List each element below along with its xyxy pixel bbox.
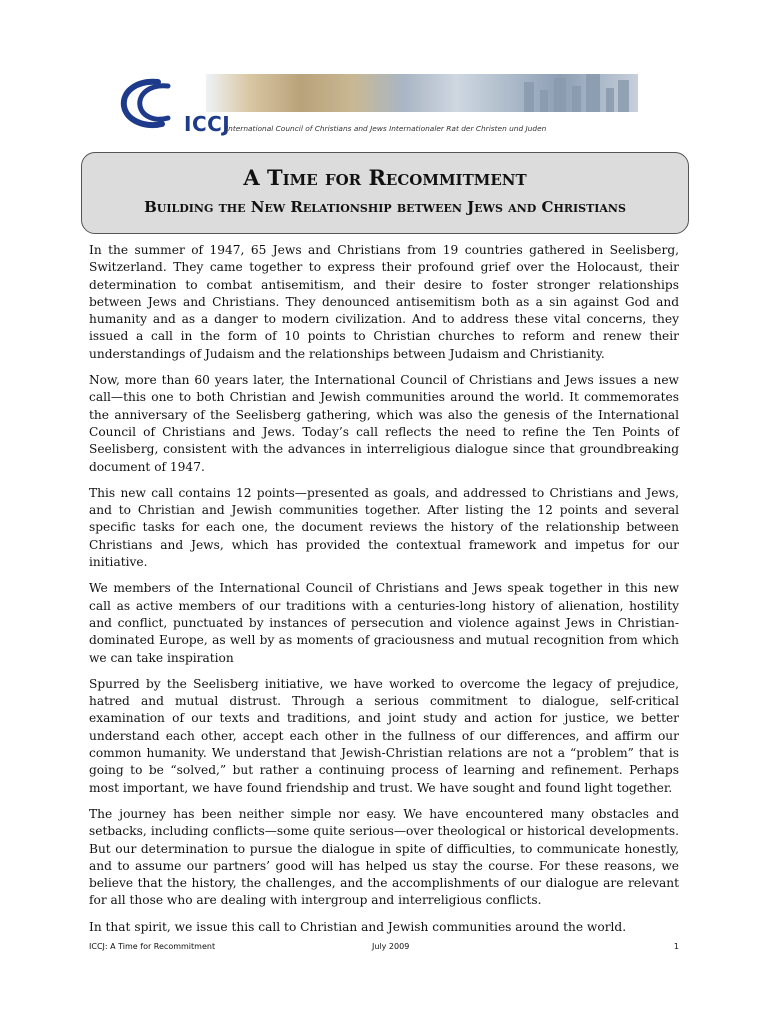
letterhead bbox=[118, 74, 638, 140]
page-footer bbox=[89, 942, 679, 956]
paragraph: Spurred by the Seelisberg initiative, we have worked to overcome the legacy of prejudice, hatred and mutual distrust. Through a serious commitment to dialogue, self-critical examination of our texts and traditions, and joint study and action for justice, we better understand each other, accept each other in the fullness of our differences, and affirm our common humanity. We understand that Jewish-Christian relations are not a “problem” that is going to be “solved,” but rather a continuing process of learning and refinement. Perhaps most important, we have found friendship and trust. We have sought and found light together. bbox=[89, 676, 679, 795]
paragraph: The journey has been neither simple nor easy. We have encountered many obstacles and setbacks, including conflicts—some quite serious—over theological or historical developments. But our determination to pursue the dialogue in spite of difficulties, to communicate honestly, and to assume our partners’ good will has helped us stay the course. For these reasons, we believe that the history, the challenges, and the accomplishments of our dialogue are relevant for all those who are dealing with intergroup and interreligious conflicts. bbox=[89, 806, 679, 908]
paragraph: We members of the International Council of Christians and Jews speak together in this new call as active members of our traditions with a centuries-long history of alienation, hostility and conflict, punctuated by instances of persecution and violence against Jews in Christian-dominated Europe, as well by as moments of graciousness and mutual recognition from which we can take inspiration bbox=[89, 581, 679, 665]
document-body bbox=[89, 242, 679, 945]
header-banner-image bbox=[206, 74, 638, 112]
document-title: A Time for Recommitment bbox=[243, 165, 527, 190]
organization-subtitle: International Council of Christians and Jews Internationaler Rat der Christen und Juden bbox=[226, 124, 547, 133]
page-number: 1 bbox=[673, 942, 679, 951]
document-subtitle: Building the New Relationship between Jews and Christians bbox=[144, 198, 626, 216]
paragraph: Now, more than 60 years later, the International Council of Christians and Jews issues a new call—this one to both Christian and Jewish communities around the world. It commemorates the anniversary of the Seelisberg gathering, which was also the genesis of the International Council of Christians and Jews. Today’s call reflects the need to refine the Ten Points of Seelisberg, consistent with the advances in interreligious dialogue since that groundbreaking document of 1947. bbox=[89, 373, 679, 474]
title-box bbox=[81, 152, 689, 234]
paragraph: In that spirit, we issue this call to Christian and Jewish communities around the world. bbox=[89, 919, 627, 934]
paragraph: This new call contains 12 points—presented as goals, and addressed to Christians and Jews, and to Christian and Jewish communities together. After listing the 12 points and several specific tasks for each one, the document reviews the history of the relationship between Christians and Jews, which has provided the contextual framework and impetus for our initiative. bbox=[89, 485, 679, 570]
footer-date: July 2009 bbox=[372, 942, 410, 951]
paragraph: In the summer of 1947, 65 Jews and Christians from 19 countries gathered in Seelisberg, Switzerland. They came together to express their profound grief over the Holocaust, their determination to combat antisemitism, and their desire to foster stronger relationships between Jews and Christians. They denounced antisemitism both as a sin against God and humanity and as a danger to modern civilization. And to address these vital concerns, they issued a call in the form of 10 points to Christian churches to reform and renew their understandings of Judaism and the relationships between Judaism and Christianity. bbox=[89, 243, 679, 361]
logo-wordmark: ICCJ bbox=[184, 112, 231, 136]
footer-document-name: ICCJ: A Time for Recommitment bbox=[89, 942, 216, 951]
